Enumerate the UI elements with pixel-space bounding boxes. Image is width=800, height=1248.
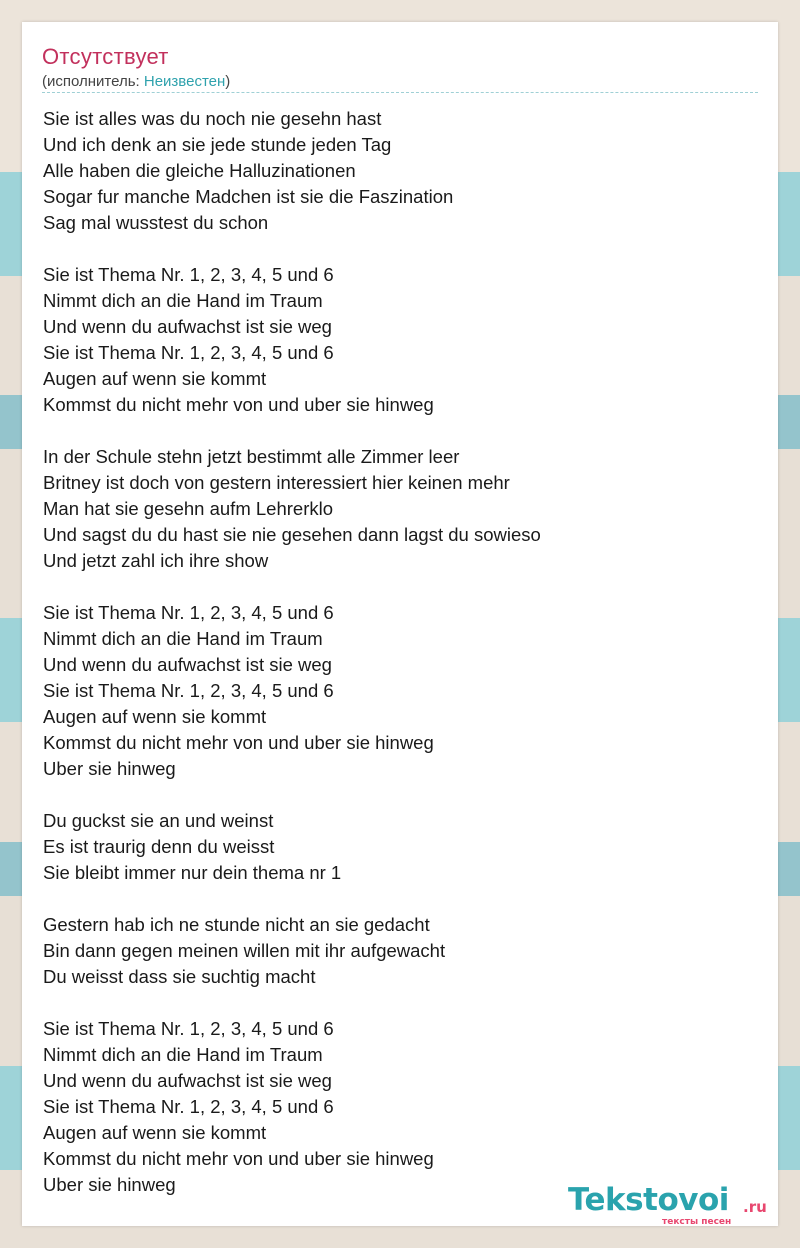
lyric-line: In der Schule stehn jetzt bestimmt alle Zimmer leer	[43, 446, 460, 467]
lyric-line: Nimmt dich an die Hand im Traum	[43, 1044, 323, 1065]
lyric-line: Sie ist Thema Nr. 1, 2, 3, 4, 5 und 6	[43, 680, 334, 701]
lyric-line: Sie bleibt immer nur dein thema nr 1	[43, 862, 342, 883]
lyric-line: Gestern hab ich ne stunde nicht an sie gedacht	[43, 914, 430, 935]
lyric-line: Und wenn du aufwachst ist sie weg	[43, 1070, 332, 1091]
lyric-line	[43, 418, 541, 444]
lyric-line: Sag mal wusstest du schon	[43, 212, 269, 233]
lyric-line: Sie ist Thema Nr. 1, 2, 3, 4, 5 und 6	[43, 342, 334, 363]
lyric-line	[43, 990, 541, 1016]
lyric-line: Sie ist Thema Nr. 1, 2, 3, 4, 5 und 6	[43, 602, 334, 623]
logo-tld: .ru	[743, 1198, 767, 1216]
lyric-line: Kommst du nicht mehr von und uber sie hinweg	[43, 1148, 434, 1169]
lyric-line: Kommst du nicht mehr von und uber sie hinweg	[43, 394, 434, 415]
lyric-line	[43, 886, 541, 912]
lyric-line: Nimmt dich an die Hand im Traum	[43, 628, 323, 649]
lyric-line: Du weisst dass sie suchtig macht	[43, 966, 316, 987]
lyric-line: Britney ist doch von gestern interessiert hier keinen mehr	[43, 472, 510, 493]
lyric-line: Man hat sie gesehn aufm Lehrerklo	[43, 498, 334, 519]
lyric-line: Du guckst sie an und weinst	[43, 810, 274, 831]
logo-name: Tekstovoi	[568, 1182, 729, 1218]
lyric-line: Sie ist Thema Nr. 1, 2, 3, 4, 5 und 6	[43, 1018, 334, 1039]
lyric-line: Und wenn du aufwachst ist sie weg	[43, 316, 332, 337]
lyric-line: Uber sie hinweg	[43, 1174, 176, 1195]
lyric-line: Sie ist Thema Nr. 1, 2, 3, 4, 5 und 6	[43, 1096, 334, 1117]
lyric-line: Augen auf wenn sie kommt	[43, 706, 267, 727]
lyric-line: Kommst du nicht mehr von und uber sie hinweg	[43, 732, 434, 753]
lyric-line: Alle haben die gleiche Halluzinationen	[43, 160, 356, 181]
lyric-line: Sogar fur manche Madchen ist sie die Faszination	[43, 186, 454, 207]
artist-suffix: )	[225, 73, 231, 90]
site-logo[interactable]	[568, 1182, 778, 1226]
song-title: Отсутствует	[42, 44, 169, 69]
logo-tagline: тексты песен	[662, 1217, 732, 1227]
lyric-line: Uber sie hinweg	[43, 758, 176, 779]
lyrics-body	[43, 106, 541, 1198]
title-divider	[42, 92, 758, 93]
lyric-line: Und ich denk an sie jede stunde jeden Tag	[43, 134, 392, 155]
artist-line	[42, 73, 230, 90]
lyric-line: Und sagst du du hast sie nie gesehen dann lagst du sowieso	[43, 524, 541, 545]
lyric-line	[43, 236, 541, 262]
lyric-line: Sie ist alles was du noch nie gesehn hast	[43, 108, 382, 129]
lyric-line: Sie ist Thema Nr. 1, 2, 3, 4, 5 und 6	[43, 264, 334, 285]
artist-link[interactable]: Неизвестен	[143, 73, 226, 90]
lyric-line	[43, 782, 541, 808]
lyric-line: Bin dann gegen meinen willen mit ihr aufgewacht	[43, 940, 446, 961]
lyric-line: Und jetzt zahl ich ihre show	[43, 550, 269, 571]
lyric-line	[43, 574, 541, 600]
lyric-line: Es ist traurig denn du weisst	[43, 836, 275, 857]
lyric-line: Nimmt dich an die Hand im Traum	[43, 290, 323, 311]
lyrics-card	[22, 22, 778, 1226]
lyric-line: Augen auf wenn sie kommt	[43, 368, 267, 389]
lyric-line: Und wenn du aufwachst ist sie weg	[43, 654, 332, 675]
lyric-line: Augen auf wenn sie kommt	[43, 1122, 267, 1143]
artist-prefix: (исполнитель:	[42, 73, 144, 90]
